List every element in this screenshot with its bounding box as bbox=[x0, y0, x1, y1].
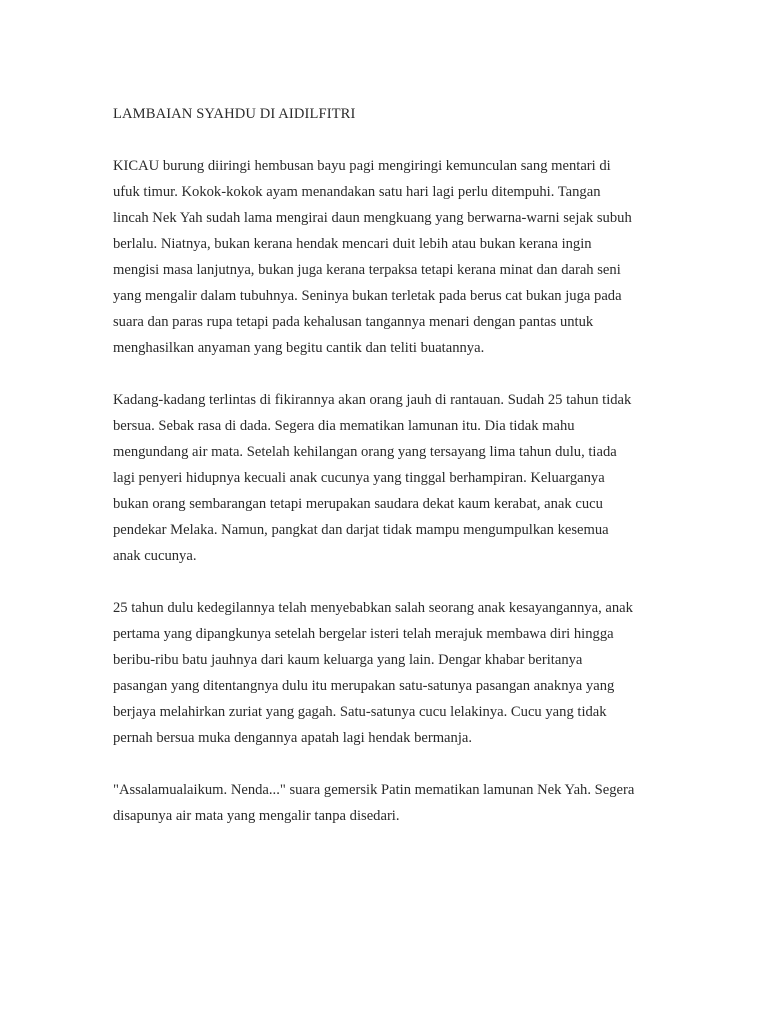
document-title: LAMBAIAN SYAHDU DI AIDILFITRI bbox=[113, 106, 356, 122]
text-line: suara dan paras rupa tetapi pada kehalusan tangannya menari dengan pantas untuk bbox=[113, 314, 594, 330]
text-line: berjaya melahirkan zuriat yang gagah. Satu-satunya cucu lelakinya. Cucu yang tidak bbox=[113, 704, 607, 720]
text-line: 25 tahun dulu kedegilannya telah menyebabkan salah seorang anak kesayangannya, anak bbox=[113, 600, 633, 616]
text-line: bukan orang sembarangan tetapi merupakan saudara dekat kaum kerabat, anak cucu bbox=[113, 496, 603, 512]
text-line: disapunya air mata yang mengalir tanpa disedari. bbox=[113, 808, 400, 824]
text-line: bersua. Sebak rasa di dada. Segera dia mematikan lamunan itu. Dia tidak mahu bbox=[113, 418, 575, 434]
text-line: ufuk timur. Kokok-kokok ayam menandakan satu hari lagi perlu ditempuhi. Tangan bbox=[113, 184, 601, 200]
text-line: lincah Nek Yah sudah lama mengirai daun mengkuang yang berwarna-warni sejak subuh bbox=[113, 210, 632, 226]
text-line: pernah bersua muka dengannya apatah lagi hendak bermanja. bbox=[113, 730, 473, 746]
text-line: pendekar Melaka. Namun, pangkat dan darjat tidak mampu mengumpulkan kesemua bbox=[113, 522, 609, 538]
text-line: yang mengalir dalam tubuhnya. Seninya bukan terletak pada berus cat bukan juga pada bbox=[113, 288, 622, 304]
text-line: "Assalamualaikum. Nenda..." suara gemersik Patin mematikan lamunan Nek Yah. Segera bbox=[113, 782, 635, 798]
paragraph bbox=[113, 153, 673, 361]
text-line: pasangan yang ditentangnya dulu itu merupakan satu-satunya pasangan anaknya yang bbox=[113, 678, 615, 694]
text-line: berlalu. Niatnya, bukan kerana hendak mencari duit lebih atau bukan kerana ingin bbox=[113, 236, 592, 252]
paragraph bbox=[113, 387, 673, 569]
text-line: pertama yang dipangkunya setelah bergelar isteri telah merajuk membawa diri hingga bbox=[113, 626, 614, 642]
text-line: menghasilkan anyaman yang begitu cantik dan teliti buatannya. bbox=[113, 340, 485, 356]
paragraph-container bbox=[113, 153, 673, 829]
text-line: mengundang air mata. Setelah kehilangan orang yang tersayang lima tahun dulu, tiada bbox=[113, 444, 617, 460]
paragraph bbox=[113, 595, 673, 751]
text-line: KICAU burung diiringi hembusan bayu pagi mengiringi kemunculan sang mentari di bbox=[113, 158, 611, 174]
document-body bbox=[113, 101, 673, 855]
text-line: beribu-ribu batu jauhnya dari kaum keluarga yang lain. Dengar khabar beritanya bbox=[113, 652, 583, 668]
paragraph bbox=[113, 777, 673, 829]
text-line: anak cucunya. bbox=[113, 548, 197, 564]
text-line: lagi penyeri hidupnya kecuali anak cucunya yang tinggal berhampiran. Keluarganya bbox=[113, 470, 605, 486]
text-line: mengisi masa lanjutnya, bukan juga kerana terpaksa tetapi kerana minat dan darah seni bbox=[113, 262, 621, 278]
text-line: Kadang-kadang terlintas di fikirannya akan orang jauh di rantauan. Sudah 25 tahun tidak bbox=[113, 392, 632, 408]
